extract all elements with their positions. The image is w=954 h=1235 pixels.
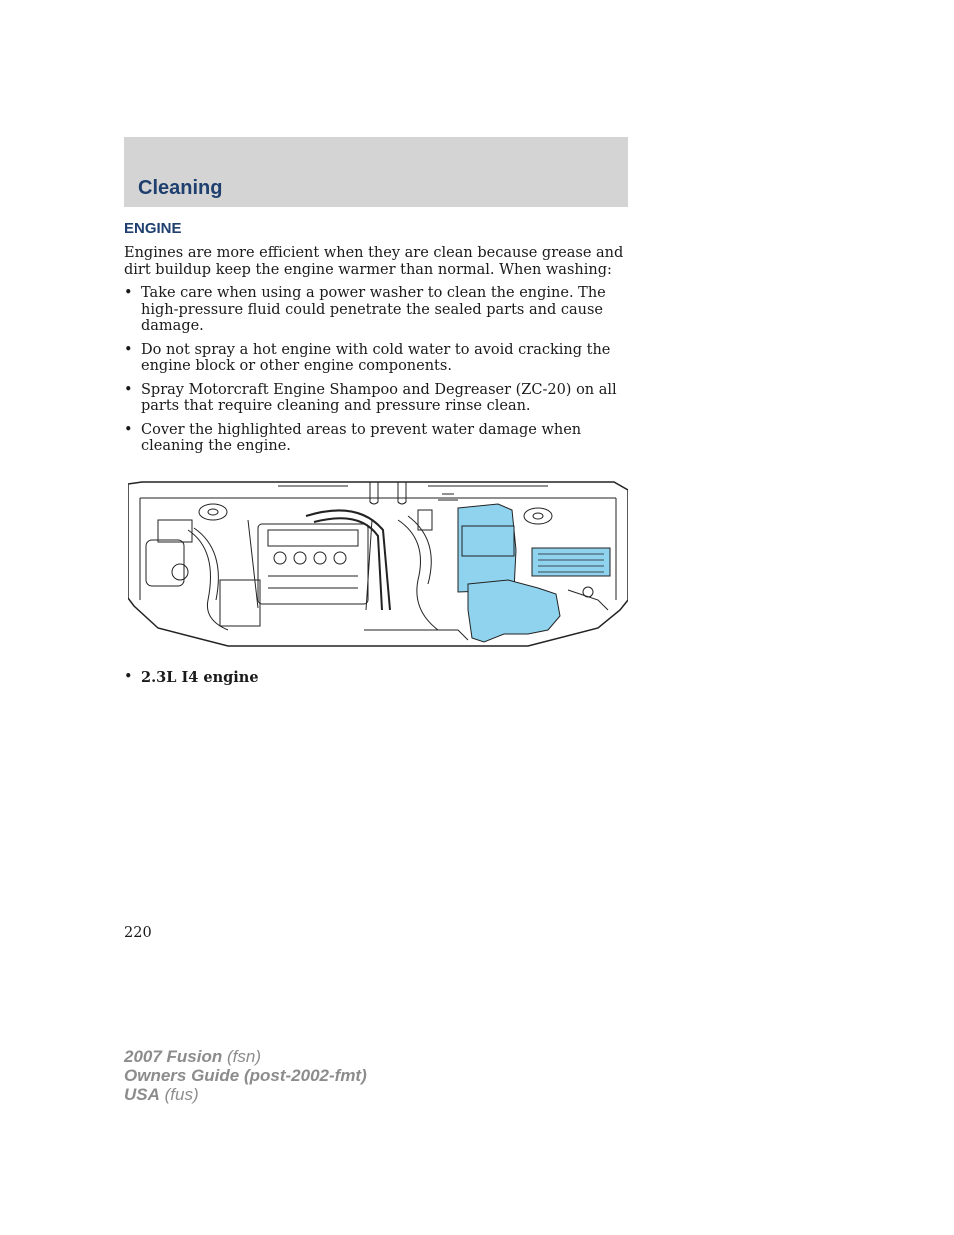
footer-line-market (124, 1085, 367, 1104)
bullet-icon: • (124, 381, 133, 398)
list-item (124, 285, 624, 335)
footer-market-code: (fus) (159, 1085, 199, 1104)
caption-text: 2.3L I4 engine (141, 669, 259, 686)
bullet-icon: • (124, 341, 133, 358)
bullet-icon: • (124, 421, 133, 438)
footer-line-model (124, 1047, 367, 1066)
list-item (124, 422, 624, 455)
intro-paragraph: Engines are more efficient when they are clean because grease and dirt buildup keep the engine warmer than normal. When washing: (124, 245, 624, 278)
section-title: Cleaning (138, 177, 223, 199)
list-item (124, 382, 624, 415)
section-header-band (124, 137, 628, 207)
list-item-text: Do not spray a hot engine with cold water to avoid cracking the engine block or other engine components. (141, 341, 611, 374)
list-item-text: Take care when using a power washer to clean the engine. The high-pressure fluid could penetrate the sealed parts and cause damage. (141, 285, 606, 334)
list-item-text: Spray Motorcraft Engine Shampoo and Degreaser (ZC-20) on all parts that require cleaning and pressure rinse clean. (141, 381, 617, 414)
footer-line-guide: Owners Guide (post-2002-fmt) (124, 1066, 367, 1085)
figure-caption (124, 669, 259, 686)
page-number: 220 (124, 925, 152, 941)
list-item-text: Cover the highlighted areas to prevent water damage when cleaning the engine. (141, 421, 582, 454)
instruction-list (124, 285, 624, 462)
document-footer (124, 1047, 367, 1104)
air-filter-upper-highlight (462, 526, 514, 556)
bullet-icon: • (124, 669, 133, 685)
list-item (124, 342, 624, 375)
footer-model-code: (fsn) (222, 1047, 261, 1066)
subheading-engine: ENGINE (124, 220, 182, 237)
engine-compartment-illustration (128, 480, 628, 648)
footer-model: 2007 Fusion (124, 1047, 223, 1066)
bullet-icon: • (124, 285, 133, 301)
footer-market: USA (124, 1085, 160, 1104)
